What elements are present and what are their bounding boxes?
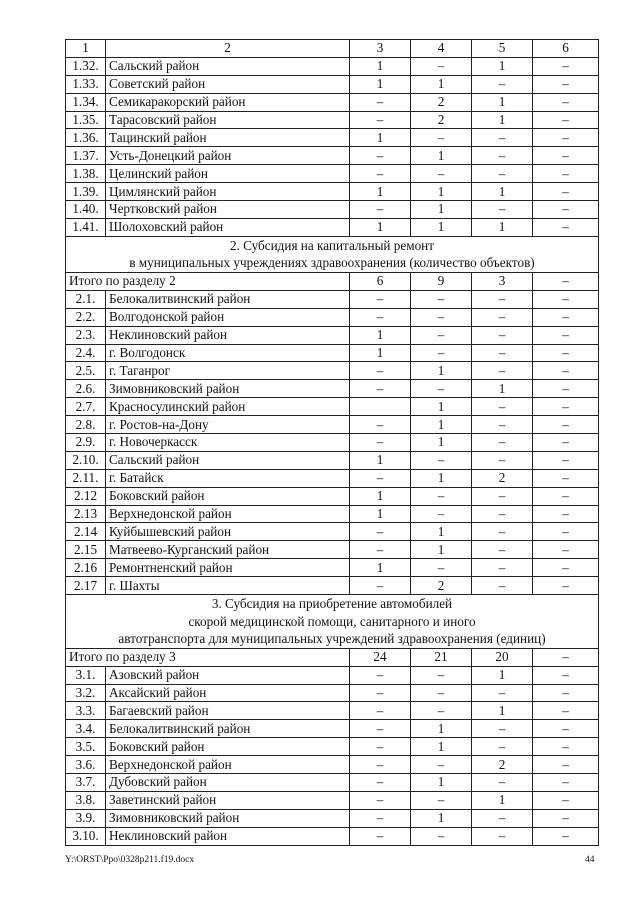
- row-number: 1.35.: [66, 111, 106, 129]
- value-col-6: –: [533, 756, 599, 774]
- header-cell-6: 6: [533, 40, 599, 58]
- value-col-3: –: [350, 93, 411, 111]
- district-name: Цимлянский район: [106, 183, 350, 201]
- table-row: [66, 720, 599, 738]
- value-col-3: –: [350, 434, 411, 452]
- row-number: 1.36.: [66, 129, 106, 147]
- value-col-5: –: [472, 827, 533, 845]
- row-number: 2.3.: [66, 326, 106, 344]
- row-number: 3.1.: [66, 666, 106, 684]
- table-row: [66, 738, 599, 756]
- value-col-4: 2: [411, 111, 472, 129]
- value-col-6: –: [533, 183, 599, 201]
- table-row: [66, 290, 599, 308]
- total-col-4: 9: [411, 272, 472, 290]
- row-number: 2.6.: [66, 380, 106, 398]
- district-name: Чертковский район: [106, 201, 350, 219]
- value-col-3: –: [350, 111, 411, 129]
- row-number: 2.11.: [66, 469, 106, 487]
- section-total-row: [66, 272, 599, 290]
- district-name: г. Ростов-на-Дону: [106, 416, 350, 434]
- row-number: 2.5.: [66, 362, 106, 380]
- value-col-3: 1: [350, 183, 411, 201]
- value-col-3: –: [350, 774, 411, 792]
- total-col-3: 24: [350, 648, 411, 666]
- value-col-4: 1: [411, 434, 472, 452]
- table-row: [66, 684, 599, 702]
- value-col-6: –: [533, 738, 599, 756]
- district-name: г. Волгодонск: [106, 344, 350, 362]
- value-col-6: –: [533, 827, 599, 845]
- value-col-4: 2: [411, 577, 472, 595]
- value-col-5: 1: [472, 183, 533, 201]
- value-col-4: –: [411, 57, 472, 75]
- value-col-5: –: [472, 326, 533, 344]
- value-col-6: –: [533, 577, 599, 595]
- section-title-line: в муниципальных учреждениях здравоохранения (количество объектов): [129, 255, 535, 271]
- table-body: [66, 40, 599, 846]
- district-name: Зимовниковский район: [106, 809, 350, 827]
- table-row: [66, 827, 599, 845]
- value-col-6: –: [533, 111, 599, 129]
- district-name: Усть-Донецкий район: [106, 147, 350, 165]
- row-number: 2.15: [66, 541, 106, 559]
- total-col-5: 3: [472, 272, 533, 290]
- row-number: 1.37.: [66, 147, 106, 165]
- value-col-5: –: [472, 451, 533, 469]
- value-col-3: –: [350, 362, 411, 380]
- row-number: 3.4.: [66, 720, 106, 738]
- table-row: [66, 183, 599, 201]
- row-number: 3.7.: [66, 774, 106, 792]
- row-number: 2.13: [66, 505, 106, 523]
- district-name: г. Батайск: [106, 469, 350, 487]
- total-col-3: 6: [350, 272, 411, 290]
- value-col-4: –: [411, 326, 472, 344]
- row-number: 2.10.: [66, 451, 106, 469]
- value-col-4: –: [411, 505, 472, 523]
- header-cell-5: 5: [472, 40, 533, 58]
- value-col-6: –: [533, 541, 599, 559]
- row-number: 3.5.: [66, 738, 106, 756]
- row-number: 1.38.: [66, 165, 106, 183]
- value-col-5: –: [472, 577, 533, 595]
- row-number: 3.8.: [66, 791, 106, 809]
- value-col-6: –: [533, 93, 599, 111]
- value-col-6: –: [533, 362, 599, 380]
- value-col-5: –: [472, 523, 533, 541]
- value-col-5: –: [472, 720, 533, 738]
- section-title-row: [66, 595, 599, 649]
- value-col-5: –: [472, 487, 533, 505]
- row-number: 1.40.: [66, 201, 106, 219]
- header-cell-4: 4: [411, 40, 472, 58]
- value-col-3: –: [350, 791, 411, 809]
- value-col-3: –: [350, 666, 411, 684]
- value-col-4: –: [411, 559, 472, 577]
- row-number: 2.2.: [66, 308, 106, 326]
- section-title-line: 3. Субсидия на приобретение автомобилей: [211, 596, 453, 612]
- row-number: 3.9.: [66, 809, 106, 827]
- value-col-4: 1: [411, 218, 472, 236]
- value-col-3: 1: [350, 487, 411, 505]
- value-col-5: –: [472, 129, 533, 147]
- value-col-5: –: [472, 290, 533, 308]
- value-col-3: –: [350, 147, 411, 165]
- row-number: 2.8.: [66, 416, 106, 434]
- row-number: 2.17: [66, 577, 106, 595]
- value-col-5: 1: [472, 218, 533, 236]
- total-label: Итого по разделу 3: [66, 648, 350, 666]
- value-col-3: 1: [350, 129, 411, 147]
- value-col-4: 1: [411, 523, 472, 541]
- district-name: Заветинский район: [106, 791, 350, 809]
- row-number: 3.6.: [66, 756, 106, 774]
- value-col-6: –: [533, 523, 599, 541]
- table-row: [66, 398, 599, 416]
- row-number: 1.34.: [66, 93, 106, 111]
- table-row: [66, 129, 599, 147]
- value-col-3: –: [350, 702, 411, 720]
- value-col-4: –: [411, 684, 472, 702]
- table-row: [66, 308, 599, 326]
- value-col-5: –: [472, 308, 533, 326]
- value-col-6: –: [533, 469, 599, 487]
- row-number: 1.41.: [66, 218, 106, 236]
- value-col-5: 1: [472, 57, 533, 75]
- document-page: [65, 39, 598, 846]
- district-name: Тацинский район: [106, 129, 350, 147]
- table-row: [66, 416, 599, 434]
- district-name: Куйбышевский район: [106, 523, 350, 541]
- section-title-row: [66, 236, 599, 272]
- value-col-4: –: [411, 487, 472, 505]
- district-name: Белокалитвинский район: [106, 290, 350, 308]
- row-number: 3.3.: [66, 702, 106, 720]
- value-col-5: –: [472, 684, 533, 702]
- value-col-3: –: [350, 416, 411, 434]
- section-title-line: 2. Субсидия на капитальный ремонт: [229, 237, 434, 253]
- value-col-5: –: [472, 147, 533, 165]
- row-number: 2.16: [66, 559, 106, 577]
- value-col-3: 1: [350, 559, 411, 577]
- header-cell-1: 1: [66, 40, 106, 58]
- value-col-5: 2: [472, 469, 533, 487]
- footer-file-path: Y:\ORST\Ppo\0328p211.f19.docx: [65, 855, 195, 865]
- value-col-4: 1: [411, 362, 472, 380]
- value-col-3: 1: [350, 75, 411, 93]
- value-col-4: 1: [411, 183, 472, 201]
- value-col-6: –: [533, 451, 599, 469]
- page-number: 44: [585, 855, 595, 865]
- value-col-5: –: [472, 541, 533, 559]
- value-col-3: –: [350, 308, 411, 326]
- value-col-4: 1: [411, 738, 472, 756]
- table-row: [66, 577, 599, 595]
- row-number: 2.7.: [66, 398, 106, 416]
- value-col-5: –: [472, 201, 533, 219]
- value-col-5: –: [472, 75, 533, 93]
- value-col-6: –: [533, 308, 599, 326]
- district-name: г. Шахты: [106, 577, 350, 595]
- value-col-4: –: [411, 756, 472, 774]
- value-col-3: 1: [350, 451, 411, 469]
- district-name: Белокалитвинский район: [106, 720, 350, 738]
- value-col-6: –: [533, 129, 599, 147]
- value-col-6: –: [533, 684, 599, 702]
- row-number: 2.1.: [66, 290, 106, 308]
- value-col-6: –: [533, 57, 599, 75]
- value-col-6: –: [533, 791, 599, 809]
- section-title-line: скорой медицинской помощи, санитарного и иного: [188, 613, 476, 629]
- value-col-5: 1: [472, 666, 533, 684]
- value-col-4: 1: [411, 147, 472, 165]
- district-name: Дубовский район: [106, 774, 350, 792]
- row-number: 2.4.: [66, 344, 106, 362]
- value-col-5: –: [472, 774, 533, 792]
- value-col-3: 1: [350, 326, 411, 344]
- value-col-3: –: [350, 809, 411, 827]
- value-col-3: [350, 398, 411, 416]
- table-row: [66, 505, 599, 523]
- value-col-6: –: [533, 326, 599, 344]
- value-col-4: 1: [411, 809, 472, 827]
- table-row: [66, 756, 599, 774]
- value-col-5: 1: [472, 702, 533, 720]
- table-row: [66, 451, 599, 469]
- table-row: [66, 201, 599, 219]
- subsidy-table: [65, 39, 599, 846]
- value-col-5: 1: [472, 93, 533, 111]
- value-col-6: –: [533, 147, 599, 165]
- row-number: 2.14: [66, 523, 106, 541]
- value-col-4: –: [411, 827, 472, 845]
- table-row: [66, 666, 599, 684]
- district-name: Советский район: [106, 75, 350, 93]
- value-col-3: –: [350, 201, 411, 219]
- district-name: Семикаракорский район: [106, 93, 350, 111]
- district-name: Верхнедонской район: [106, 756, 350, 774]
- table-row: [66, 362, 599, 380]
- table-row: [66, 57, 599, 75]
- value-col-3: 1: [350, 505, 411, 523]
- table-row: [66, 326, 599, 344]
- value-col-3: 1: [350, 344, 411, 362]
- district-name: Матвеево-Курганский район: [106, 541, 350, 559]
- table-row: [66, 380, 599, 398]
- value-col-5: –: [472, 434, 533, 452]
- value-col-5: –: [472, 344, 533, 362]
- value-col-4: 1: [411, 416, 472, 434]
- value-col-5: –: [472, 559, 533, 577]
- table-row: [66, 93, 599, 111]
- total-col-4: 21: [411, 648, 472, 666]
- table-row: [66, 487, 599, 505]
- value-col-6: –: [533, 75, 599, 93]
- value-col-6: –: [533, 201, 599, 219]
- table-row: [66, 559, 599, 577]
- value-col-4: 1: [411, 469, 472, 487]
- district-name: Волгодонской район: [106, 308, 350, 326]
- value-col-4: –: [411, 451, 472, 469]
- row-number: 2.9.: [66, 434, 106, 452]
- row-number: 3.10.: [66, 827, 106, 845]
- value-col-6: –: [533, 398, 599, 416]
- value-col-4: –: [411, 129, 472, 147]
- table-row: [66, 541, 599, 559]
- value-col-6: –: [533, 809, 599, 827]
- total-label: Итого по разделу 2: [66, 272, 350, 290]
- value-col-4: 1: [411, 774, 472, 792]
- value-col-3: –: [350, 827, 411, 845]
- district-name: Красносулинский район: [106, 398, 350, 416]
- table-row: [66, 75, 599, 93]
- value-col-6: –: [533, 434, 599, 452]
- value-col-5: –: [472, 416, 533, 434]
- value-col-5: –: [472, 165, 533, 183]
- district-name: Целинский район: [106, 165, 350, 183]
- row-number: 2.12: [66, 487, 106, 505]
- district-name: Тарасовский район: [106, 111, 350, 129]
- value-col-6: –: [533, 165, 599, 183]
- district-name: Сальский район: [106, 57, 350, 75]
- value-col-3: –: [350, 738, 411, 756]
- table-row: [66, 774, 599, 792]
- value-col-4: –: [411, 308, 472, 326]
- value-col-6: –: [533, 720, 599, 738]
- value-col-5: 1: [472, 380, 533, 398]
- table-row: [66, 791, 599, 809]
- district-name: Ремонтненский район: [106, 559, 350, 577]
- value-col-4: –: [411, 666, 472, 684]
- district-name: Сальский район: [106, 451, 350, 469]
- value-col-4: –: [411, 290, 472, 308]
- value-col-6: –: [533, 487, 599, 505]
- value-col-5: –: [472, 809, 533, 827]
- value-col-4: 1: [411, 541, 472, 559]
- value-col-4: –: [411, 791, 472, 809]
- value-col-6: –: [533, 702, 599, 720]
- table-row: [66, 344, 599, 362]
- value-col-4: 1: [411, 75, 472, 93]
- value-col-4: –: [411, 702, 472, 720]
- value-col-6: –: [533, 559, 599, 577]
- value-col-3: 1: [350, 57, 411, 75]
- value-col-3: –: [350, 756, 411, 774]
- value-col-5: –: [472, 362, 533, 380]
- value-col-3: –: [350, 684, 411, 702]
- value-col-5: 2: [472, 756, 533, 774]
- value-col-3: –: [350, 720, 411, 738]
- district-name: Неклиновский район: [106, 827, 350, 845]
- district-name: г. Новочеркасск: [106, 434, 350, 452]
- value-col-3: –: [350, 165, 411, 183]
- value-col-6: –: [533, 344, 599, 362]
- value-col-3: –: [350, 523, 411, 541]
- table-row: [66, 523, 599, 541]
- value-col-5: –: [472, 505, 533, 523]
- value-col-4: –: [411, 380, 472, 398]
- section-total-row: [66, 648, 599, 666]
- district-name: Азовский район: [106, 666, 350, 684]
- value-col-3: –: [350, 469, 411, 487]
- table-row: [66, 809, 599, 827]
- district-name: Неклиновский район: [106, 326, 350, 344]
- total-col-6: –: [533, 272, 599, 290]
- value-col-6: –: [533, 218, 599, 236]
- value-col-6: –: [533, 380, 599, 398]
- row-number: 3.2.: [66, 684, 106, 702]
- value-col-6: –: [533, 416, 599, 434]
- value-col-3: 1: [350, 218, 411, 236]
- row-number: 1.39.: [66, 183, 106, 201]
- table-row: [66, 702, 599, 720]
- district-name: Верхнедонской район: [106, 505, 350, 523]
- value-col-6: –: [533, 290, 599, 308]
- district-name: Шолоховский район: [106, 218, 350, 236]
- value-col-3: –: [350, 577, 411, 595]
- table-row: [66, 147, 599, 165]
- value-col-6: –: [533, 666, 599, 684]
- total-col-5: 20: [472, 648, 533, 666]
- section-title: [66, 236, 599, 272]
- value-col-4: 1: [411, 720, 472, 738]
- table-row: [66, 469, 599, 487]
- table-row: [66, 434, 599, 452]
- table-row: [66, 165, 599, 183]
- value-col-4: –: [411, 344, 472, 362]
- value-col-3: –: [350, 290, 411, 308]
- district-name: Боковский район: [106, 487, 350, 505]
- header-cell-3: 3: [350, 40, 411, 58]
- value-col-4: 1: [411, 398, 472, 416]
- row-number: 1.32.: [66, 57, 106, 75]
- value-col-4: –: [411, 165, 472, 183]
- value-col-3: –: [350, 380, 411, 398]
- section-title: [66, 595, 599, 649]
- district-name: Аксайский район: [106, 684, 350, 702]
- header-row: [66, 40, 599, 58]
- value-col-5: –: [472, 738, 533, 756]
- value-col-5: 1: [472, 791, 533, 809]
- table-row: [66, 111, 599, 129]
- value-col-6: –: [533, 505, 599, 523]
- district-name: г. Таганрог: [106, 362, 350, 380]
- header-cell-2: 2: [106, 40, 350, 58]
- value-col-3: –: [350, 541, 411, 559]
- district-name: Багаевский район: [106, 702, 350, 720]
- value-col-6: –: [533, 774, 599, 792]
- value-col-4: 1: [411, 201, 472, 219]
- section-title-line: автотранспорта для муниципальных учреждений здравоохранения (единиц): [118, 631, 546, 647]
- total-col-6: –: [533, 648, 599, 666]
- district-name: Боковский район: [106, 738, 350, 756]
- value-col-5: –: [472, 398, 533, 416]
- table-row: [66, 218, 599, 236]
- row-number: 1.33.: [66, 75, 106, 93]
- district-name: Зимовниковский район: [106, 380, 350, 398]
- value-col-5: 1: [472, 111, 533, 129]
- value-col-4: 2: [411, 93, 472, 111]
